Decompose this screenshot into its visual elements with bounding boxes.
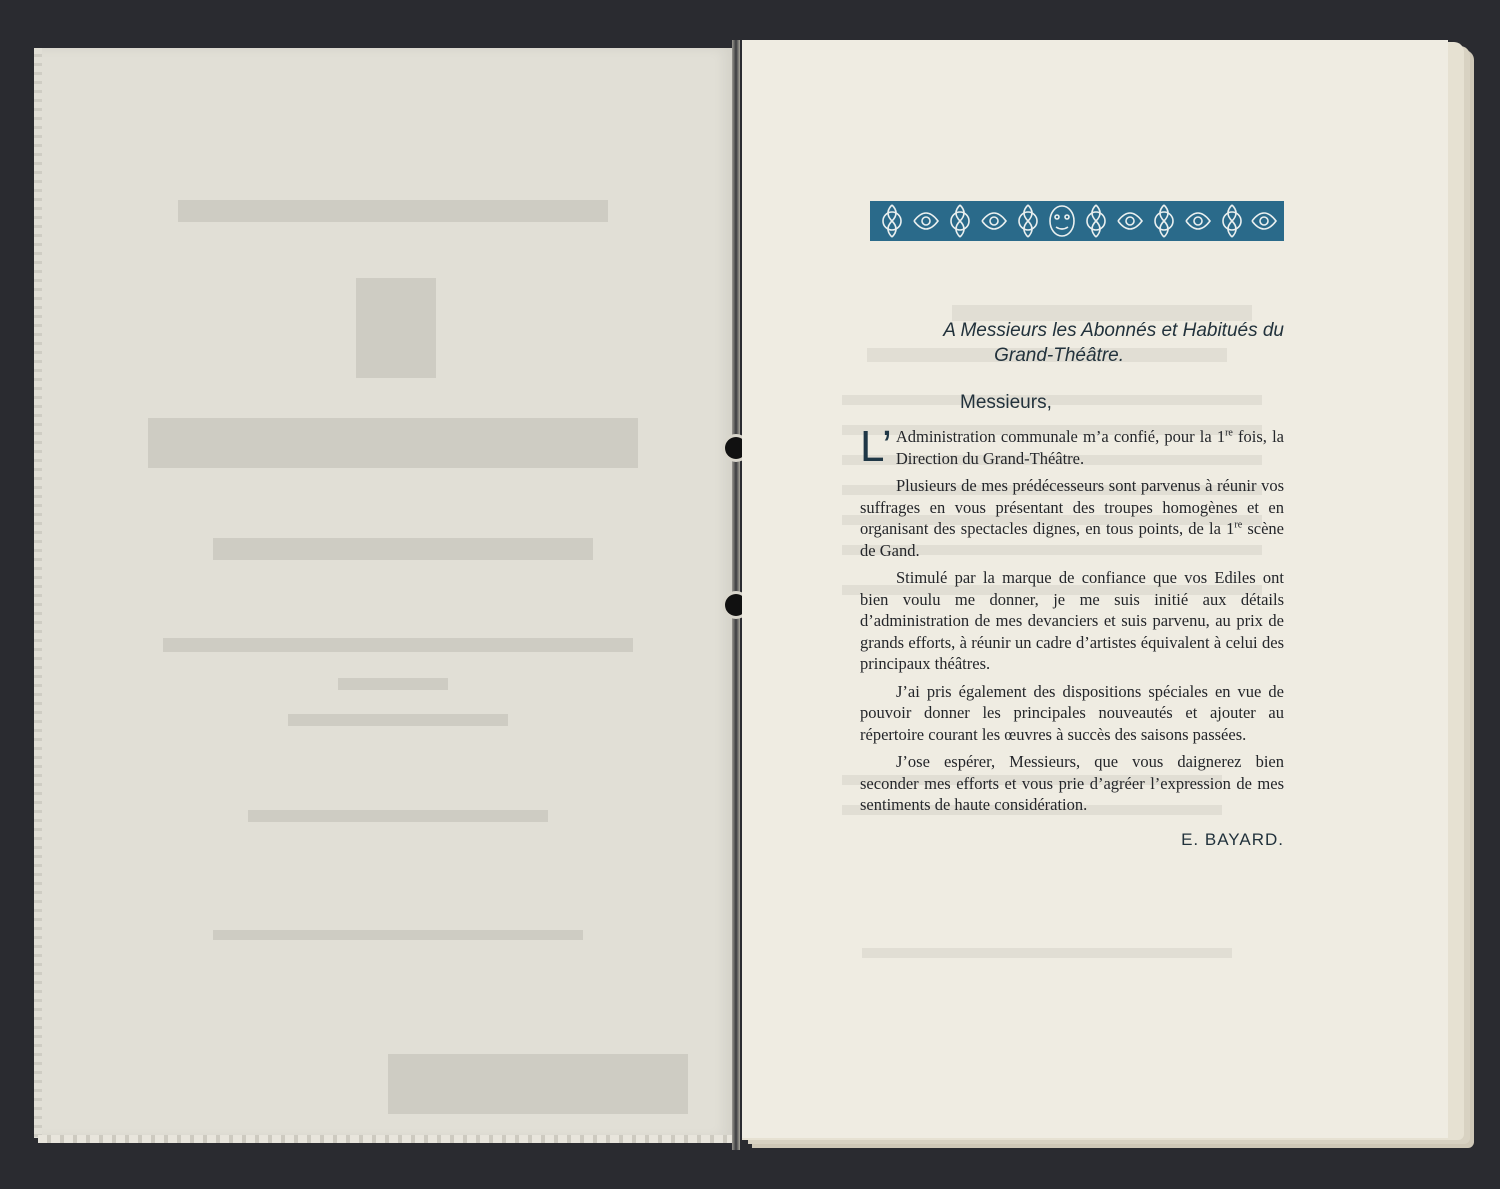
paragraph-2-text: Plusieurs de mes prédécesseurs sont parvenus à réunir vos suffrages en vous présentant des troupes homogènes et en organisant des spectacles dignes, en tous points, de la bbox=[860, 476, 1284, 538]
paragraph-4: J’ai pris également des dispositions spéciales en vue de pouvoir donner les principales nouveautés et ajouter au répertoire courant les œuvres à succès des saisons passées. bbox=[860, 681, 1284, 744]
paragraph-1-text: Administration communale m’a confié, pour la bbox=[895, 427, 1217, 446]
left-page-showthrough bbox=[38, 48, 732, 1138]
paragraph-2-ordinal-suffix: re bbox=[1234, 519, 1243, 531]
letter-address bbox=[860, 318, 1284, 368]
letter-signature: E. BAYARD. bbox=[1181, 829, 1284, 849]
left-page bbox=[38, 48, 732, 1138]
paragraph-3: Stimulé par la marque de confiance que vos Ediles ont bien voulu me donner, je me suis initié aux détails d’administration de mes devanciers et suis parvenu, au prix de grands efforts, à réunir un cadre d’artistes équivalent à celui des principaux théâtres. bbox=[860, 568, 1284, 673]
paragraph-1-rest: fois, la Direction du Grand-Théâtre. bbox=[895, 427, 1284, 468]
paragraph-1-ordinal: 1 bbox=[1216, 427, 1226, 446]
letter-salutation: Messieurs, bbox=[960, 392, 1052, 413]
paragraph-1 bbox=[860, 422, 1284, 471]
letter-body bbox=[860, 318, 1284, 850]
paragraph-5: J’ose espérer, Messieurs, que vous daignerez bien seconder mes efforts et vous prie d’agréer l’expression de mes sentiments de haute considération. bbox=[860, 752, 1284, 814]
floral-ornament-icon bbox=[870, 201, 1284, 241]
decorative-header-band bbox=[870, 201, 1284, 241]
paragraph-1-ordinal-suffix: re bbox=[1225, 427, 1233, 439]
paragraph-2 bbox=[860, 475, 1284, 561]
drop-cap: L’ bbox=[860, 422, 892, 471]
address-line-1: A Messieurs les Abonnés et Habitués du bbox=[943, 320, 1284, 341]
paragraph-2-ordinal: 1 bbox=[1226, 519, 1235, 538]
address-line-2: Grand-Théâtre. bbox=[994, 345, 1124, 366]
paragraph-2-rest: scène de Gand. bbox=[860, 519, 1284, 560]
